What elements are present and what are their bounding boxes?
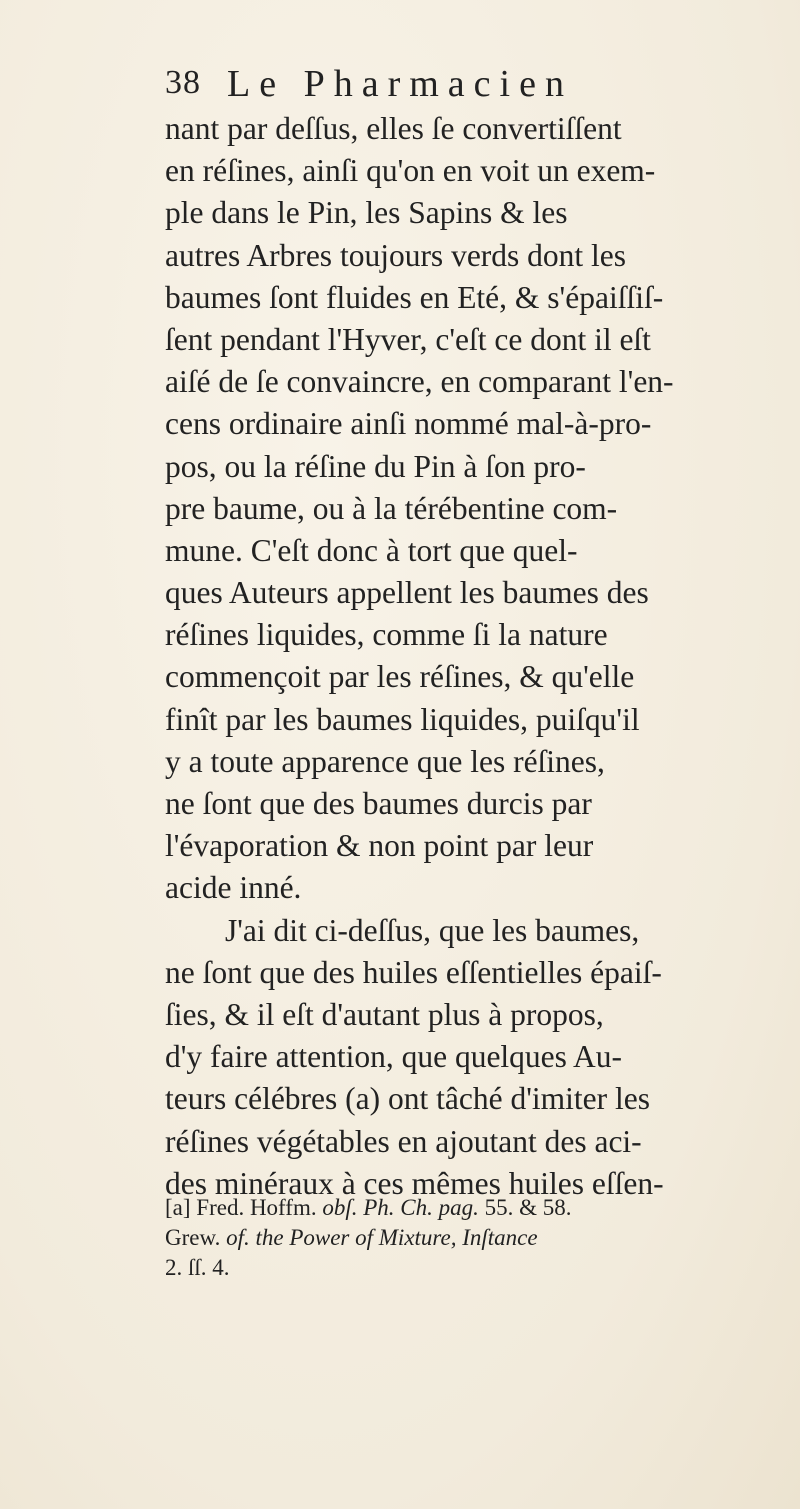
- running-title: Le Pharmacien: [227, 63, 573, 105]
- footnote-author: Grew.: [165, 1225, 221, 1250]
- footnote-line: [165, 1223, 725, 1253]
- text-line: ſent pendant l'Hyver, c'eſt ce dont il eſt: [165, 321, 651, 357]
- footnote-pages: 55. & 58.: [484, 1195, 572, 1220]
- text-line: acide inné.: [165, 870, 302, 906]
- text-line: J'ai dit ci-deſſus, que les baumes,: [225, 912, 640, 948]
- text-line: réſines végétables en ajoutant des aci-: [165, 1123, 642, 1159]
- text-line: ne ſont que des baumes durcis par: [165, 786, 592, 821]
- footnote-author: Fred. Hoffm.: [196, 1195, 317, 1220]
- text-line: ple dans le Pin, les Sapins & les: [165, 195, 568, 231]
- footnote-mark: [a]: [165, 1195, 191, 1220]
- text-line: mune. C'eſt donc à tort que quel-: [165, 532, 578, 568]
- footnote: [165, 1193, 725, 1283]
- text-line: en réſines, ainſi qu'on en voit un exem-: [165, 153, 656, 189]
- text-line: nant par deſſus, elles ſe convertiſſent: [165, 111, 622, 146]
- text-line: pos, ou la réſine du Pin à ſon pro-: [165, 448, 586, 484]
- text-line: teurs célébres (a) ont tâché d'imiter les: [165, 1081, 650, 1117]
- footnote-line: 2. ſſ. 4.: [165, 1255, 230, 1280]
- text-line: ſies, & il eſt d'autant plus à propos,: [165, 996, 604, 1032]
- text-line: commençoit par les réſines, & qu'elle: [165, 659, 635, 695]
- footnote-line: [165, 1193, 725, 1223]
- text-line: des minéraux à ces mêmes huiles eſſen-: [165, 1165, 664, 1201]
- text-line: l'évaporation & non point par leur: [165, 828, 594, 864]
- text-line: réſines liquides, comme ſi la nature: [165, 617, 608, 653]
- text-line: baumes ſont fluides en Eté, & s'épaiſſiſ-: [165, 279, 664, 315]
- footnote-reference: of. the Power of Mixture, Inſtance: [226, 1225, 538, 1250]
- text-line: autres Arbres toujours verds dont les: [165, 237, 627, 273]
- text-line: pre baume, ou à la térébentine com-: [165, 490, 618, 526]
- page-header: [165, 62, 725, 106]
- text-line: cens ordinaire ainſi nommé mal-à-pro-: [165, 406, 652, 442]
- footnote-reference: obſ. Ph. Ch. pag.: [322, 1195, 479, 1220]
- text-line: y a toute apparence que les réſines,: [165, 743, 605, 779]
- text-line: ques Auteurs appellent les baumes des: [165, 575, 649, 611]
- page-number: 38: [165, 64, 201, 101]
- text-line: finît par les baumes liquides, puiſqu'il: [165, 701, 640, 737]
- text-line: d'y faire attention, que quelques Au-: [165, 1039, 623, 1075]
- text-line: aiſé de ſe convaincre, en comparant l'en-: [165, 364, 674, 400]
- body-text: [165, 108, 725, 1205]
- text-line: ne ſont que des huiles eſſentielles épaiſ-: [165, 954, 662, 990]
